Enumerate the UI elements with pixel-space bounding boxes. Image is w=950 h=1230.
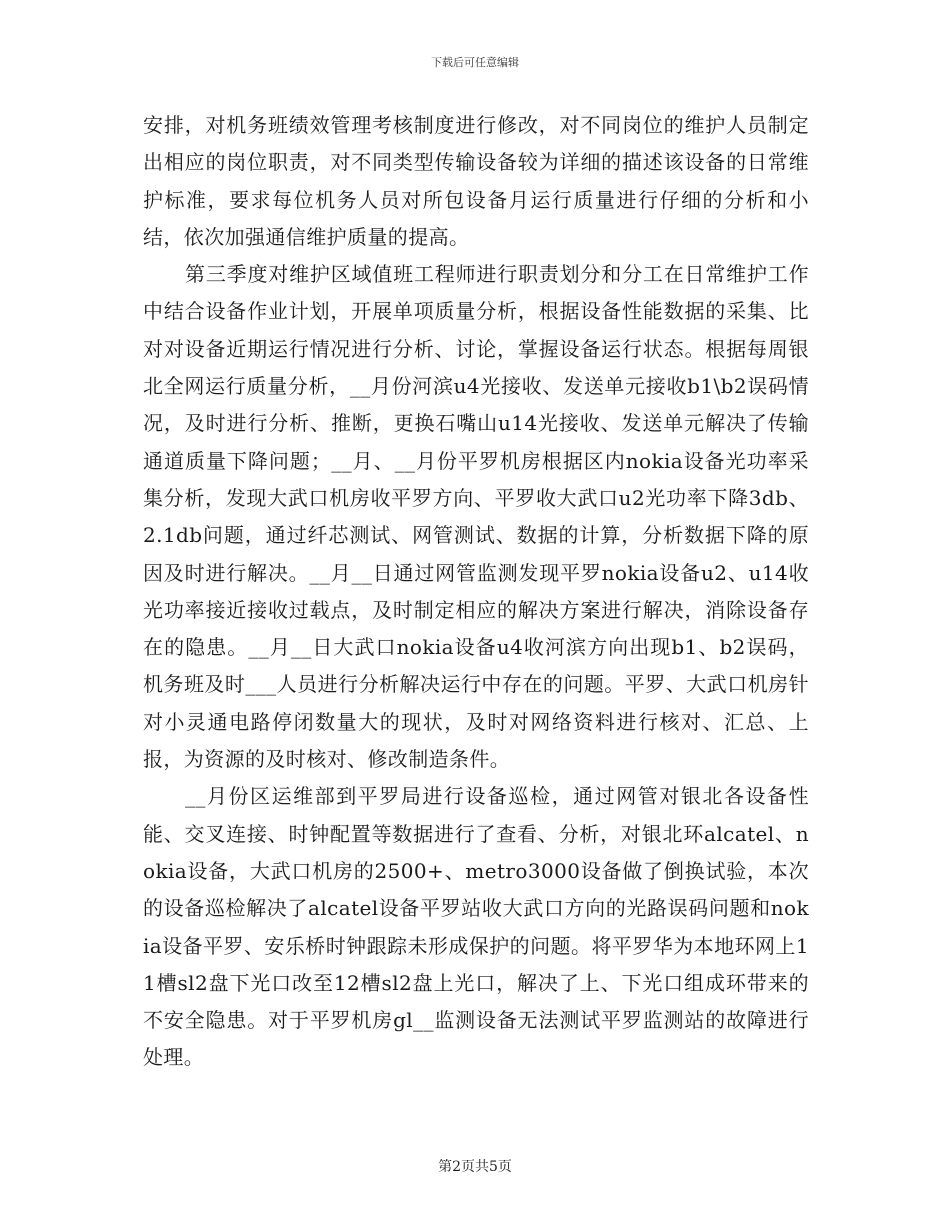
document-body <box>143 107 809 1077</box>
paragraph-continuation: 安排，对机务班绩效管理考核制度进行修改，对不同岗位的维护人员制定出相应的岗位职责，对不同类型传输设备较为详细的描述该设备的日常维护标准，要求每位机务人员对所包设备月运行质量进行仔细的分析和小结，依次加强通信维护质量的提高。 <box>143 113 809 249</box>
paragraph-q3-maintenance: 第三季度对维护区域值班工程师进行职责划分和分工在日常维护工作中结合设备作业计划，开展单项质量分析，根据设备性能数据的采集、比对对设备近期运行情况进行分析、讨论，掌握设备运行状态。根据每周银北全网运行质量分析，__月份河滨u4光接收、发送单元接收b1\b2误码情况，及时进行分析、推断，更换石嘴山u14光接收、发送单元解决了传输通道质量下降问题；__月、__月份平罗机房根据区内nokia设备光功率采集分析，发现大武口机房收平罗方向、平罗收大武口u2光功率下降3db、2.1db问题，通过纤芯测试、网管测试、数据的计算，分析数据下降的原因及时进行解决。__月__日通过网管监测发现平罗nokia设备u2、u14收光功率接近接收过载点，及时制定相应的解决方案进行解决，消除设备存在的隐患。__月__日大武口nokia设备u4收河滨方向出现b1、b2误码，机务班及时___人员进行分析解决运行中存在的问题。平罗、大武口机房针对小灵通电路停闭数量大的现状，及时对网络资料进行核对、汇总、上报，为资源的及时核对、修改制造条件。 <box>143 262 809 772</box>
page-number: 第2页共5页 <box>438 1159 512 1175</box>
page-header: 下载后可任意编辑 <box>431 56 519 69</box>
paragraph-equipment-inspection: __月份区运维部到平罗局进行设备巡检，通过网管对银北各设备性能、交叉连接、时钟配置等数据进行了查看、分析，对银北环alcatel、nokia设备，大武口机房的2500+、metro3000设备做了倒换试验，本次的设备巡检解决了alcatel设备平罗站收大武口方向的光路误码问题和nokia设备平罗、安乐桥时钟跟踪未形成保护的问题。将平罗华为本地环网上11槽sl2盘下光口改至12槽sl2盘上光口，解决了上、下光口组成环带来的不安全隐患。对于平罗机房gl__监测设备无法测试平罗监测站的故障进行处理。 <box>143 784 809 1070</box>
